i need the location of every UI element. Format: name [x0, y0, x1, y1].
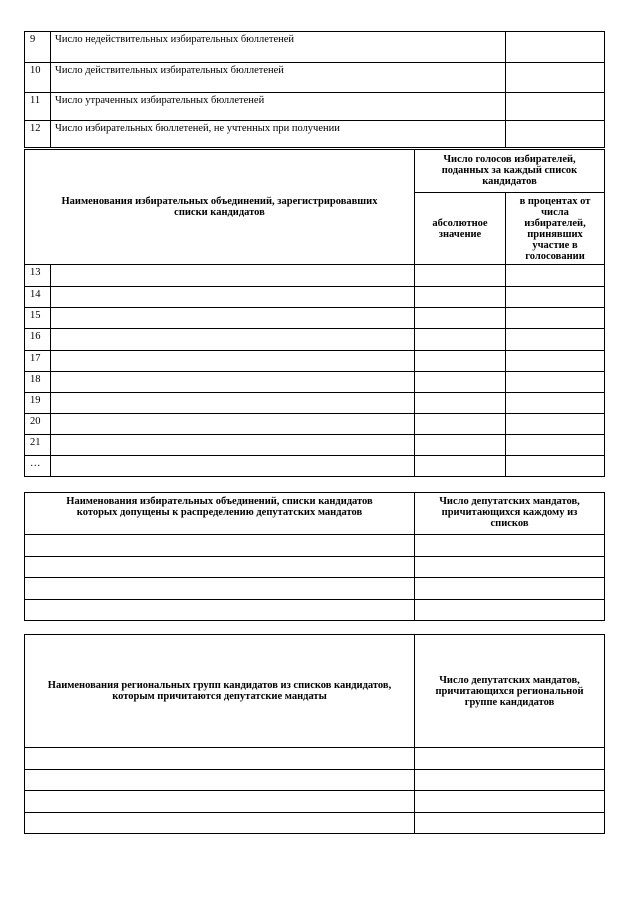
- row-number: 18: [25, 372, 51, 393]
- absolute-value-cell[interactable]: [415, 435, 506, 456]
- absolute-value-cell[interactable]: [415, 372, 506, 393]
- table-row: [25, 748, 605, 770]
- absolute-value-header: абсолютное значение: [415, 193, 506, 265]
- percent-cell[interactable]: [506, 287, 605, 308]
- party-row: [25, 287, 605, 308]
- regional-group-cell[interactable]: [25, 770, 415, 791]
- table-row: [25, 535, 605, 557]
- row-number: 11: [25, 93, 51, 121]
- party-name-cell[interactable]: [51, 393, 415, 414]
- mandates-cell[interactable]: [415, 770, 605, 791]
- percent-cell[interactable]: [506, 372, 605, 393]
- party-name-cell[interactable]: [25, 578, 415, 600]
- table-row: [25, 557, 605, 578]
- row-number: 17: [25, 351, 51, 372]
- value-cell[interactable]: [506, 63, 605, 93]
- row-label: Число утраченных избирательных бюллетеней: [51, 93, 506, 121]
- table-row: [25, 813, 605, 834]
- party-row: [25, 329, 605, 351]
- absolute-value-cell[interactable]: [415, 456, 506, 477]
- row-number: 13: [25, 265, 51, 287]
- table-row: [25, 93, 605, 121]
- party-row: [25, 308, 605, 329]
- party-name-cell[interactable]: [51, 287, 415, 308]
- party-name-cell[interactable]: [51, 265, 415, 287]
- table-row: [25, 32, 605, 63]
- party-name-cell[interactable]: [51, 308, 415, 329]
- row-label: Число избирательных бюллетеней, не учтенных при получении: [51, 121, 506, 149]
- row-label: Число недействительных избирательных бюллетеней: [51, 32, 506, 63]
- mandates-distribution-table: [24, 492, 604, 621]
- absolute-value-cell[interactable]: [415, 414, 506, 435]
- value-cell[interactable]: [506, 121, 605, 149]
- regional-group-cell[interactable]: [25, 791, 415, 813]
- votes-header: Число голосов избирателей, поданных за каждый список кандидатов: [415, 149, 605, 193]
- party-name-cell[interactable]: [25, 557, 415, 578]
- party-row: [25, 393, 605, 414]
- table-row: [25, 578, 605, 600]
- percent-cell[interactable]: [506, 351, 605, 372]
- party-list-header: Наименования избирательных объединений, списки кандидатов которых допущены к распределению депутатских мандатов: [25, 493, 415, 535]
- results-table: [24, 31, 604, 477]
- row-number: 15: [25, 308, 51, 329]
- mandates-header: Число депутатских мандатов, причитающихся региональной группе кандидатов: [415, 635, 605, 748]
- percent-cell[interactable]: [506, 329, 605, 351]
- party-name-cell[interactable]: [51, 329, 415, 351]
- percent-cell[interactable]: [506, 435, 605, 456]
- party-name-cell[interactable]: [51, 435, 415, 456]
- row-number: 14: [25, 287, 51, 308]
- absolute-value-cell[interactable]: [415, 308, 506, 329]
- table-row: [25, 600, 605, 621]
- row-number: 10: [25, 63, 51, 93]
- regional-groups-table: [24, 634, 604, 834]
- regional-group-cell[interactable]: [25, 813, 415, 834]
- mandates-cell[interactable]: [415, 578, 605, 600]
- table-row: [25, 791, 605, 813]
- row-number: 20: [25, 414, 51, 435]
- party-name-cell[interactable]: [25, 535, 415, 557]
- party-row: [25, 456, 605, 477]
- absolute-value-cell[interactable]: [415, 329, 506, 351]
- row-number: 9: [25, 32, 51, 63]
- party-name-cell[interactable]: [25, 600, 415, 621]
- header-row: [25, 635, 605, 748]
- percent-cell[interactable]: [506, 265, 605, 287]
- party-name-cell[interactable]: [51, 456, 415, 477]
- regional-group-header: Наименования региональных групп кандидатов из списков кандидатов, которым причитаются депутатские мандаты: [25, 635, 415, 748]
- absolute-value-cell[interactable]: [415, 393, 506, 414]
- party-name-cell[interactable]: [51, 414, 415, 435]
- table-row: [25, 121, 605, 149]
- row-number: …: [25, 456, 51, 477]
- row-number: 12: [25, 121, 51, 149]
- mandates-cell[interactable]: [415, 813, 605, 834]
- party-row: [25, 372, 605, 393]
- mandates-cell[interactable]: [415, 600, 605, 621]
- party-row: [25, 435, 605, 456]
- percent-cell[interactable]: [506, 393, 605, 414]
- party-row: [25, 414, 605, 435]
- mandates-header: Число депутатских мандатов, причитающихся каждому из списков: [415, 493, 605, 535]
- header-row: [25, 493, 605, 535]
- table-row: [25, 63, 605, 93]
- row-number: 21: [25, 435, 51, 456]
- row-number: 16: [25, 329, 51, 351]
- value-cell[interactable]: [506, 93, 605, 121]
- mandates-cell[interactable]: [415, 791, 605, 813]
- mandates-cell[interactable]: [415, 748, 605, 770]
- percent-cell[interactable]: [506, 414, 605, 435]
- regional-group-cell[interactable]: [25, 748, 415, 770]
- header-row: [25, 149, 605, 193]
- value-cell[interactable]: [506, 32, 605, 63]
- mandates-cell[interactable]: [415, 557, 605, 578]
- absolute-value-cell[interactable]: [415, 265, 506, 287]
- mandates-cell[interactable]: [415, 535, 605, 557]
- party-row: [25, 351, 605, 372]
- party-name-cell[interactable]: [51, 372, 415, 393]
- row-number: 19: [25, 393, 51, 414]
- percent-cell[interactable]: [506, 308, 605, 329]
- absolute-value-cell[interactable]: [415, 351, 506, 372]
- party-name-header: Наименования избирательных объединений, зарегистрировавших списки кандидатов: [25, 149, 415, 265]
- row-label: Число действительных избирательных бюллетеней: [51, 63, 506, 93]
- percent-cell[interactable]: [506, 456, 605, 477]
- party-name-cell[interactable]: [51, 351, 415, 372]
- percent-header: в процентах от числа избирателей, принявших участие в голосовании: [506, 193, 605, 265]
- absolute-value-cell[interactable]: [415, 287, 506, 308]
- party-row: [25, 265, 605, 287]
- table-row: [25, 770, 605, 791]
